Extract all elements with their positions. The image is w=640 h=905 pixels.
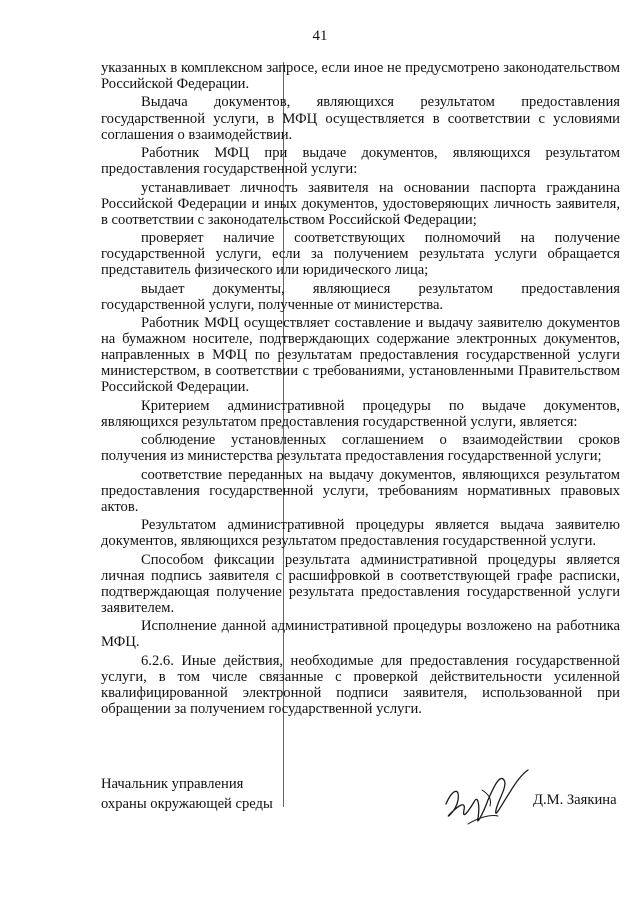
paragraph-deadlines: соблюдение установленных соглашением о взаимодействии сроков получения из министерства результата предоставления государственной услуги; bbox=[101, 432, 620, 465]
paragraph-6-2-6: 6.2.6. Иные действия, необходимые для предоставления государственной услуги, в том числе связанные с проверкой действительности усиленной квалифицированной электронной подписи заявителя, использованной при обращении за получением государственной услуги. bbox=[101, 652, 620, 717]
page-number: 41 bbox=[312, 28, 328, 44]
signatory-title-line2: охраны окружающей среды bbox=[101, 796, 273, 812]
paragraph-criterion: Критерием административной процедуры по выдаче документов, являющихся результатом предоставления государственной услуги, является: bbox=[101, 397, 620, 430]
signatory-title-line1: Начальник управления bbox=[101, 776, 244, 792]
paragraph-result: Результатом административной процедуры является выдача заявителю документов, являющихся результатом предоставления государственной услуги. bbox=[101, 517, 620, 550]
document-body bbox=[101, 60, 620, 719]
paragraph-compliance: соответствие переданных на выдачу документов, являющихся результатом предоставления государственной услуги, требованиям нормативных правовых актов. bbox=[101, 466, 620, 515]
paragraph-execution: Исполнение данной административной процедуры возложено на работника МФЦ. bbox=[101, 618, 620, 651]
paragraph-worker-duties: Работник МФЦ при выдаче документов, являющихся результатом предоставления государственной услуги: bbox=[101, 145, 620, 178]
paragraph-issuance: Выдача документов, являющихся результатом предоставления государственной услуги, в МФЦ осуществляется в соответствии с условиями соглашения о взаимодействии. bbox=[101, 94, 620, 143]
paragraph-continuation: указанных в комплексном запросе, если иное не предусмотрено законодательством Российской Федерации. bbox=[101, 60, 620, 93]
paragraph-issue-documents: выдает документы, являющиеся результатом предоставления государственной услуги, полученные от министерства. bbox=[101, 280, 620, 313]
paragraph-authority-check: проверяет наличие соответствующих полномочий на получение государственной услуги, если за получением результата услуги обращается представитель физического или юридического лица; bbox=[101, 230, 620, 279]
paragraph-paper-copies: Работник МФЦ осуществляет составление и выдачу заявителю документов на бумажном носителе, подтверждающих содержание электронных документов, направленных в МФЦ по результатам предоставления государственной услуги министерством, в соответствии с требованиями, установленными Правительством Российской Федерации. bbox=[101, 315, 620, 396]
handwritten-signature bbox=[438, 760, 533, 832]
signatory-name: Д.М. Заякина bbox=[533, 792, 617, 808]
signatory-title bbox=[101, 774, 273, 814]
paragraph-identity-check: устанавливает личность заявителя на основании паспорта гражданина Российской Федерации и иных документов, удостоверяющих личность заявителя, в соответствии с законодательством Российской Федерации; bbox=[101, 179, 620, 228]
paragraph-recording: Способом фиксации результата административной процедуры является личная подпись заявителя с расшифровкой в соответствующей графе расписки, подтверждающая получение результата предоставления государственной услуги заявителем. bbox=[101, 551, 620, 616]
